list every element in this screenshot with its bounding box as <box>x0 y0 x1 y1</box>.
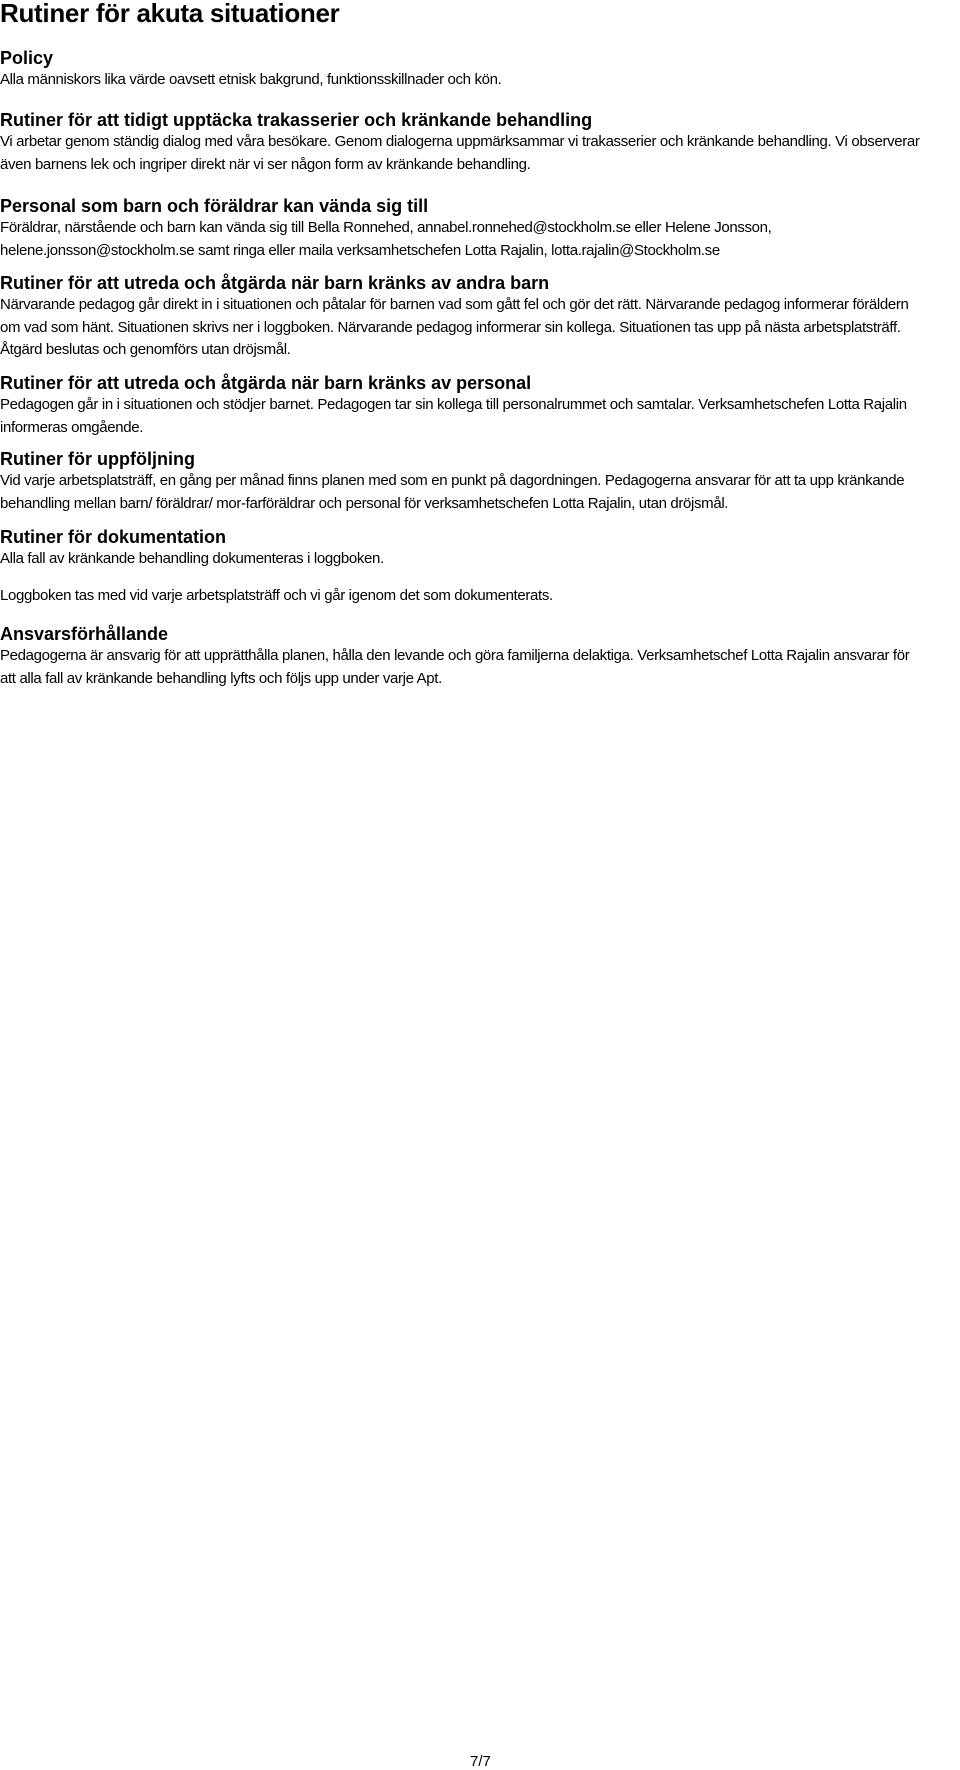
section-follow-up <box>0 448 925 515</box>
section-heading: Rutiner för uppföljning <box>0 449 195 469</box>
section-heading: Rutiner för att utreda och åtgärda när barn kränks av personal <box>0 373 532 393</box>
section-paragraph: Pedagogen går in i situationen och stödjer barnet. Pedagogen tar sin kollega till personalrummet och samtalar. Verksamhetschefen Lotta Rajalin informeras omgående. <box>0 396 907 436</box>
section-paragraph: Loggboken tas med vid varje arbetsplatsträff och vi går igenom det som dokumenterats. <box>0 586 553 604</box>
section-heading: Personal som barn och föräldrar kan vända sig till <box>0 196 429 216</box>
section-paragraph: Alla människors lika värde oavsett etnisk bakgrund, funktionsskillnader och kön. <box>0 71 502 88</box>
section-heading: Rutiner för att utreda och åtgärda när barn kränks av andra barn <box>0 273 550 293</box>
section-contact-persons <box>0 195 925 262</box>
section-staff-to-child <box>0 372 925 439</box>
section-child-to-child <box>0 272 925 362</box>
section-paragraph: Vid varje arbetsplatsträff, en gång per månad finns planen med som en punkt på dagordningen. Pedagogerna ansvarar för att ta upp kränkande behandling mellan barn/ föräldrar/ mor-farföräldrar och personal för verksamhetschefen Lotta Rajalin, utan dröjsmål. <box>0 472 905 512</box>
section-heading: Rutiner för dokumentation <box>0 527 226 547</box>
section-early-detection <box>0 109 925 176</box>
section-responsibility <box>0 623 925 690</box>
section-documentation <box>0 526 925 607</box>
section-paragraph: Närvarande pedagog går direkt in i situationen och påtalar för barnen vad som gått fel och gör det rätt. Närvarande pedagog informerar föräldern om vad som hänt. Situationen skrivs ner i loggboken. Närvarande pedagog informerar sin kollega. Situationen tas upp på nästa arbetsplatsträff. Åtgärd beslutas och genomförs utan dröjsmål. <box>0 296 909 358</box>
section-paragraph: Pedagogerna är ansvarig för att upprätthålla planen, hålla den levande och göra familjerna delaktiga. Verksamhetschef Lotta Rajalin ansvarar för att alla fall av kränkande behandling lyfts och följs upp under varje Apt. <box>0 647 910 687</box>
page-title: Rutiner för akuta situationer <box>0 0 340 28</box>
section-paragraph: Föräldrar, närstående och barn kan vända sig till Bella Ronnehed, annabel.ronnehed@stockholm.se eller Helene Jonsson, helene.jonsson@stockholm.se samt ringa eller maila verksamhetschefen Lotta Rajalin, lotta.rajalin@Stockholm.se <box>0 219 772 259</box>
section-paragraph: Vi arbetar genom ständig dialog med våra besökare. Genom dialogerna uppmärksammar vi trakasserier och kränkande behandling. Vi observerar även barnens lek och ingriper direkt när vi ser någon form av kränkande behandling. <box>0 133 920 173</box>
section-heading: Rutiner för att tidigt upptäcka trakasserier och kränkande behandling <box>0 110 593 130</box>
section-paragraph: Alla fall av kränkande behandling dokumenteras i loggboken. <box>0 550 384 567</box>
section-heading: Policy <box>0 48 54 68</box>
section-heading: Ansvarsförhållande <box>0 624 169 644</box>
page-number: 7/7 <box>470 1753 491 1770</box>
section-policy <box>0 47 925 92</box>
